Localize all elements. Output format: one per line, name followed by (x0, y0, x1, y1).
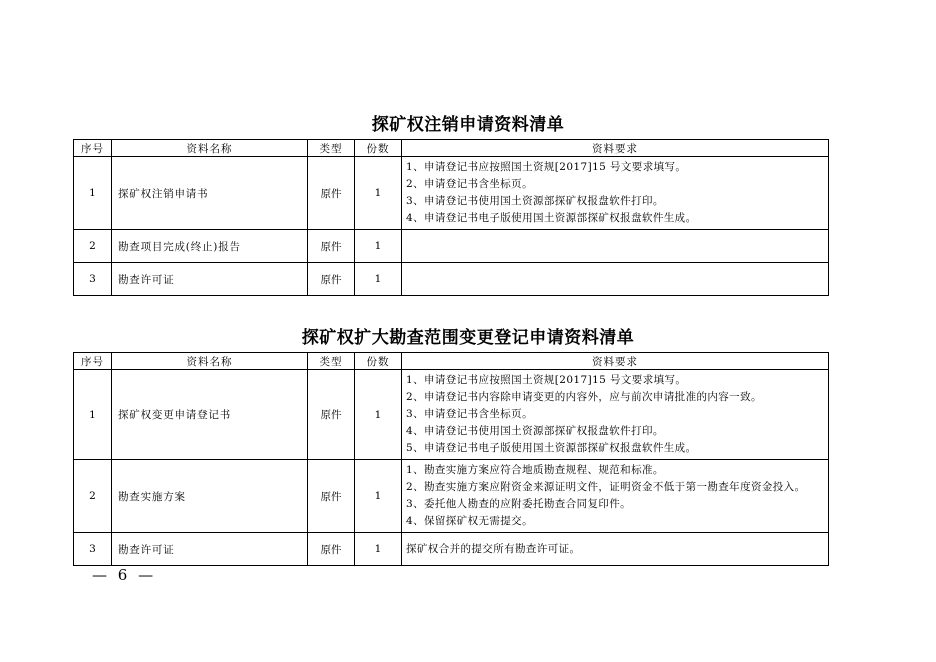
requirement-line: 2、申请登记书内容除申请变更的内容外，应与前次申请批准的内容一致。 (406, 391, 762, 403)
document-type: 原件 (308, 370, 355, 460)
row-number: 3 (74, 263, 112, 296)
document-name: 勘查许可证 (112, 533, 308, 566)
row-number: 2 (74, 460, 112, 533)
requirement-line: 2、申请登记书含坐标页。 (406, 178, 533, 190)
table-row (74, 230, 829, 263)
header-requirements: 资料要求 (402, 353, 829, 370)
document-count: 1 (355, 370, 402, 460)
requirements-cell (402, 370, 829, 460)
requirement-line: 3、申请登记书使用国土资源部探矿权报盘软件打印。 (406, 195, 664, 207)
requirement-line: 1、勘查实施方案应符合地质勘查规程、规范和标准。 (406, 464, 664, 476)
document-count: 1 (355, 263, 402, 296)
row-number: 1 (74, 157, 112, 230)
requirement-line: 探矿权合并的提交所有勘查许可证。 (406, 542, 581, 555)
requirement-line: 2、勘查实施方案应附资金来源证明文件，证明资金不低于第一勘查年度资金投入。 (406, 481, 806, 493)
document-type: 原件 (308, 157, 355, 230)
section2-table (73, 352, 829, 566)
table-row (74, 370, 829, 460)
section2-title: 探矿权扩大勘查范围变更登记申请资料清单 (301, 328, 635, 348)
document-type: 原件 (308, 263, 355, 296)
requirement-line: 4、保留探矿权无需提交。 (406, 515, 533, 527)
row-number: 2 (74, 230, 112, 263)
document-count: 1 (355, 533, 402, 566)
header-type: 类型 (308, 140, 355, 157)
header-name: 资料名称 (112, 353, 308, 370)
requirements-cell (402, 460, 829, 533)
requirement-line: 1、申请登记书应按照国土资规[2017]15 号文要求填写。 (406, 374, 687, 386)
page-number: — 6 — (92, 566, 157, 584)
header-count: 份数 (355, 140, 402, 157)
table-header-row (74, 140, 829, 157)
row-number: 3 (74, 533, 112, 566)
requirement-line: 4、申请登记书使用国土资源部探矿权报盘软件打印。 (406, 425, 664, 437)
requirements-cell (402, 230, 829, 263)
document-name: 探矿权变更申请登记书 (112, 370, 308, 460)
requirement-line: 3、委托他人勘查的应附委托勘查合同复印件。 (406, 498, 632, 510)
section1-title: 探矿权注销申请资料清单 (371, 115, 565, 135)
table-row (74, 533, 829, 566)
requirements-cell (402, 263, 829, 296)
document-name: 勘查许可证 (112, 263, 308, 296)
header-count: 份数 (355, 353, 402, 370)
requirements-cell (402, 157, 829, 230)
document-name: 勘查实施方案 (112, 460, 308, 533)
header-no: 序号 (74, 140, 112, 157)
row-number: 1 (74, 370, 112, 460)
document-count: 1 (355, 230, 402, 263)
header-no: 序号 (74, 353, 112, 370)
requirement-line: 5、申请登记书电子版使用国土资源部探矿权报盘软件生成。 (406, 442, 697, 454)
document-name: 探矿权注销申请书 (112, 157, 308, 230)
header-requirements: 资料要求 (402, 140, 829, 157)
requirement-line: 3、申请登记书含坐标页。 (406, 408, 533, 420)
document-count: 1 (355, 460, 402, 533)
document-count: 1 (355, 157, 402, 230)
document-type: 原件 (308, 460, 355, 533)
requirement-line: 1、申请登记书应按照国土资规[2017]15 号文要求填写。 (406, 161, 687, 173)
document-type: 原件 (308, 230, 355, 263)
document-type: 原件 (308, 533, 355, 566)
header-name: 资料名称 (112, 140, 308, 157)
section1-table (73, 139, 829, 296)
table-row (74, 157, 829, 230)
document-name: 勘查项目完成(终止)报告 (112, 230, 308, 263)
table-row (74, 263, 829, 296)
header-type: 类型 (308, 353, 355, 370)
requirements-cell (402, 533, 829, 566)
requirement-line: 4、申请登记书电子版使用国土资源部探矿权报盘软件生成。 (406, 212, 697, 224)
table-row (74, 460, 829, 533)
table-header-row (74, 353, 829, 370)
